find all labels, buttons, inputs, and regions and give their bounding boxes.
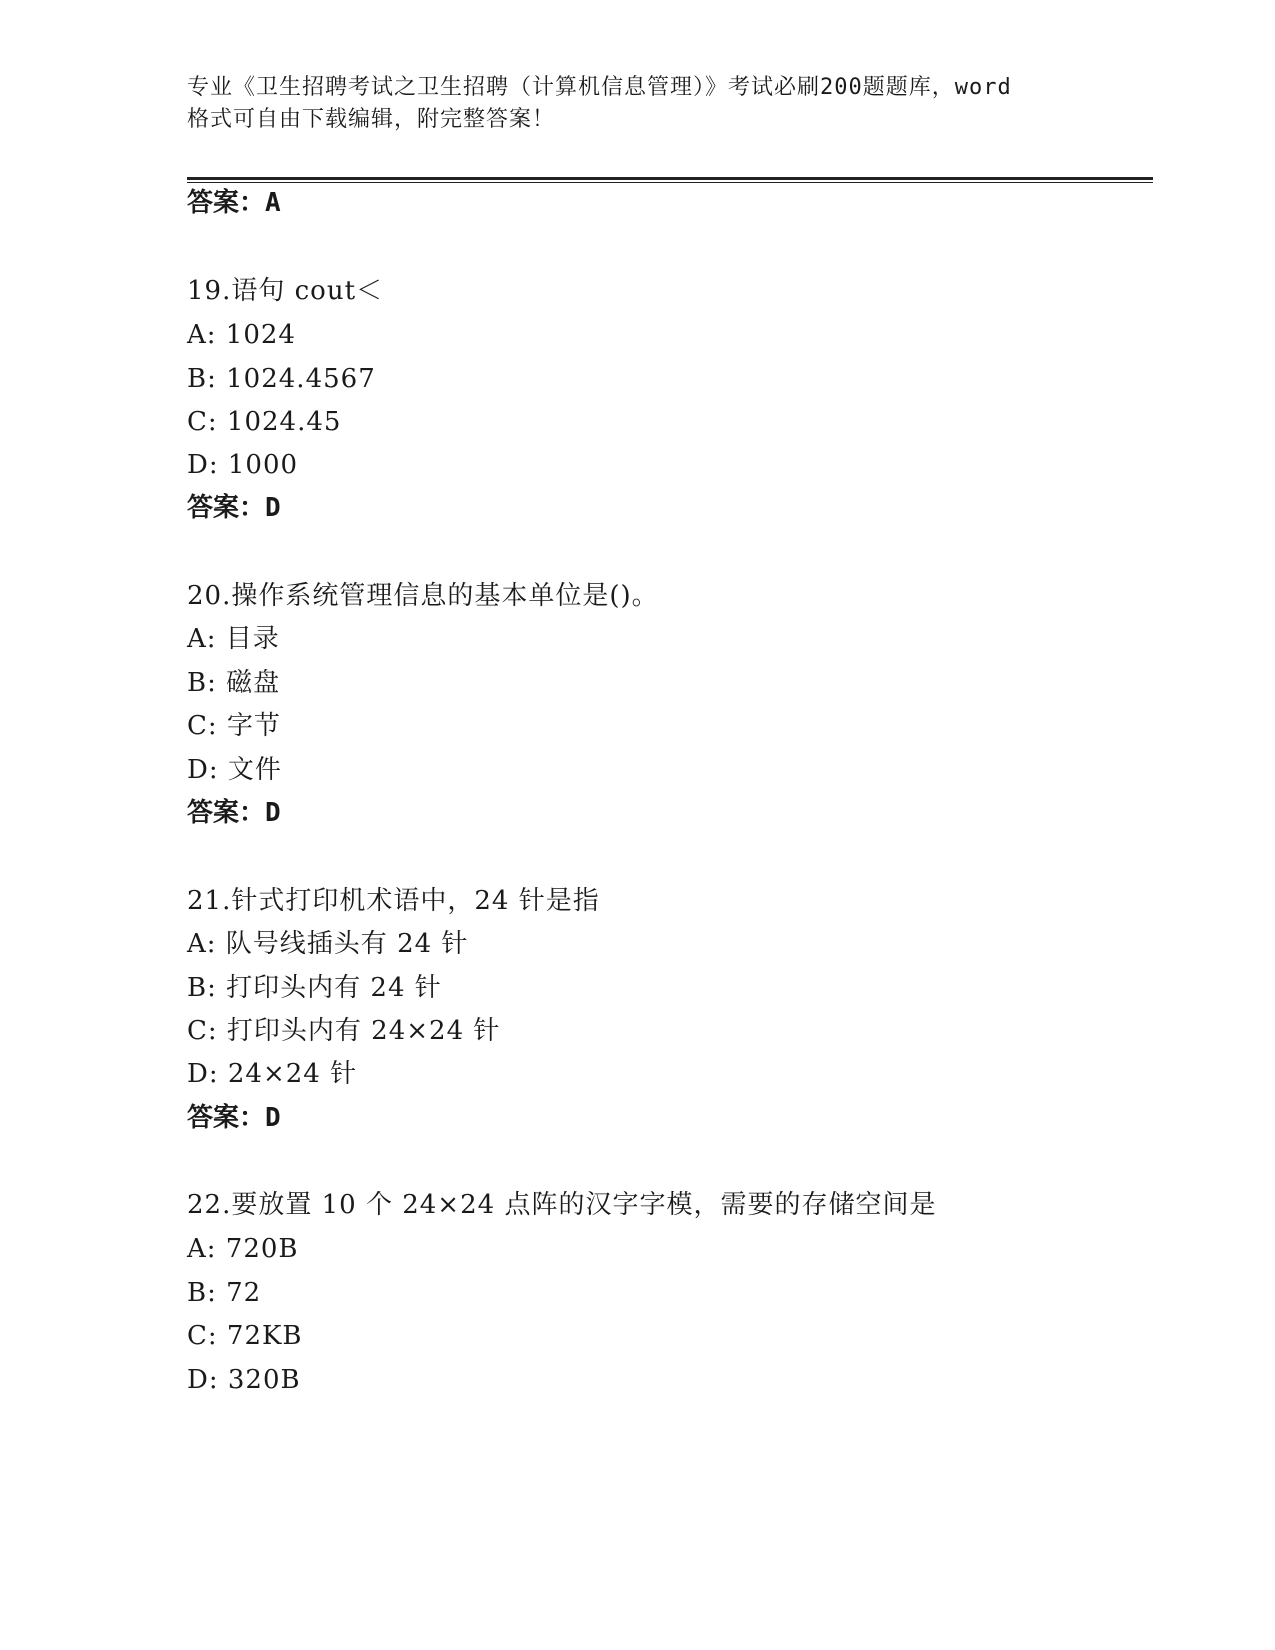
q21-answer: 答案：D <box>187 1103 281 1133</box>
q20-option-c: C: 字节 <box>187 711 281 741</box>
question-22: 22.要放置 10 个 24×24 点阵的汉字字模，需要的存储空间是 <box>187 1190 937 1220</box>
q21-option-a: A: 队号线插头有 24 针 <box>187 929 469 959</box>
q19-option-c: C: 1024.45 <box>187 407 342 437</box>
q19-option-b: B: 1024.4567 <box>187 364 376 394</box>
answer-previous: 答案：A <box>187 188 281 218</box>
question-19: 19.语句 cout＜ <box>187 276 384 306</box>
q22-option-a: A: 720B <box>187 1234 299 1264</box>
question-21: 21.针式打印机术语中，24 针是指 <box>187 886 600 916</box>
header-rule-thick <box>187 177 1153 180</box>
q19-answer: 答案：D <box>187 493 281 523</box>
q22-option-c: C: 72KB <box>187 1321 303 1351</box>
q21-option-b: B: 打印头内有 24 针 <box>187 973 442 1003</box>
header-line-1: 专业《卫生招聘考试之卫生招聘（计算机信息管理）》考试必刷200题题库，word <box>187 75 1012 100</box>
q20-option-d: D: 文件 <box>187 755 282 785</box>
q21-option-c: C: 打印头内有 24×24 针 <box>187 1016 501 1046</box>
q19-option-d: D: 1000 <box>187 450 299 480</box>
header-line-2: 格式可自由下载编辑，附完整答案！ <box>187 107 556 132</box>
q19-option-a: A: 1024 <box>187 320 296 350</box>
q22-option-b: B: 72 <box>187 1278 262 1308</box>
q20-option-b: B: 磁盘 <box>187 668 281 698</box>
header-rule-thin <box>187 182 1153 183</box>
q20-option-a: A: 目录 <box>187 624 280 654</box>
q22-option-d: D: 320B <box>187 1365 301 1395</box>
question-20: 20.操作系统管理信息的基本单位是()。 <box>187 581 659 611</box>
q21-option-d: D: 24×24 针 <box>187 1059 358 1089</box>
document-header <box>187 72 1107 136</box>
q20-answer: 答案：D <box>187 798 281 828</box>
